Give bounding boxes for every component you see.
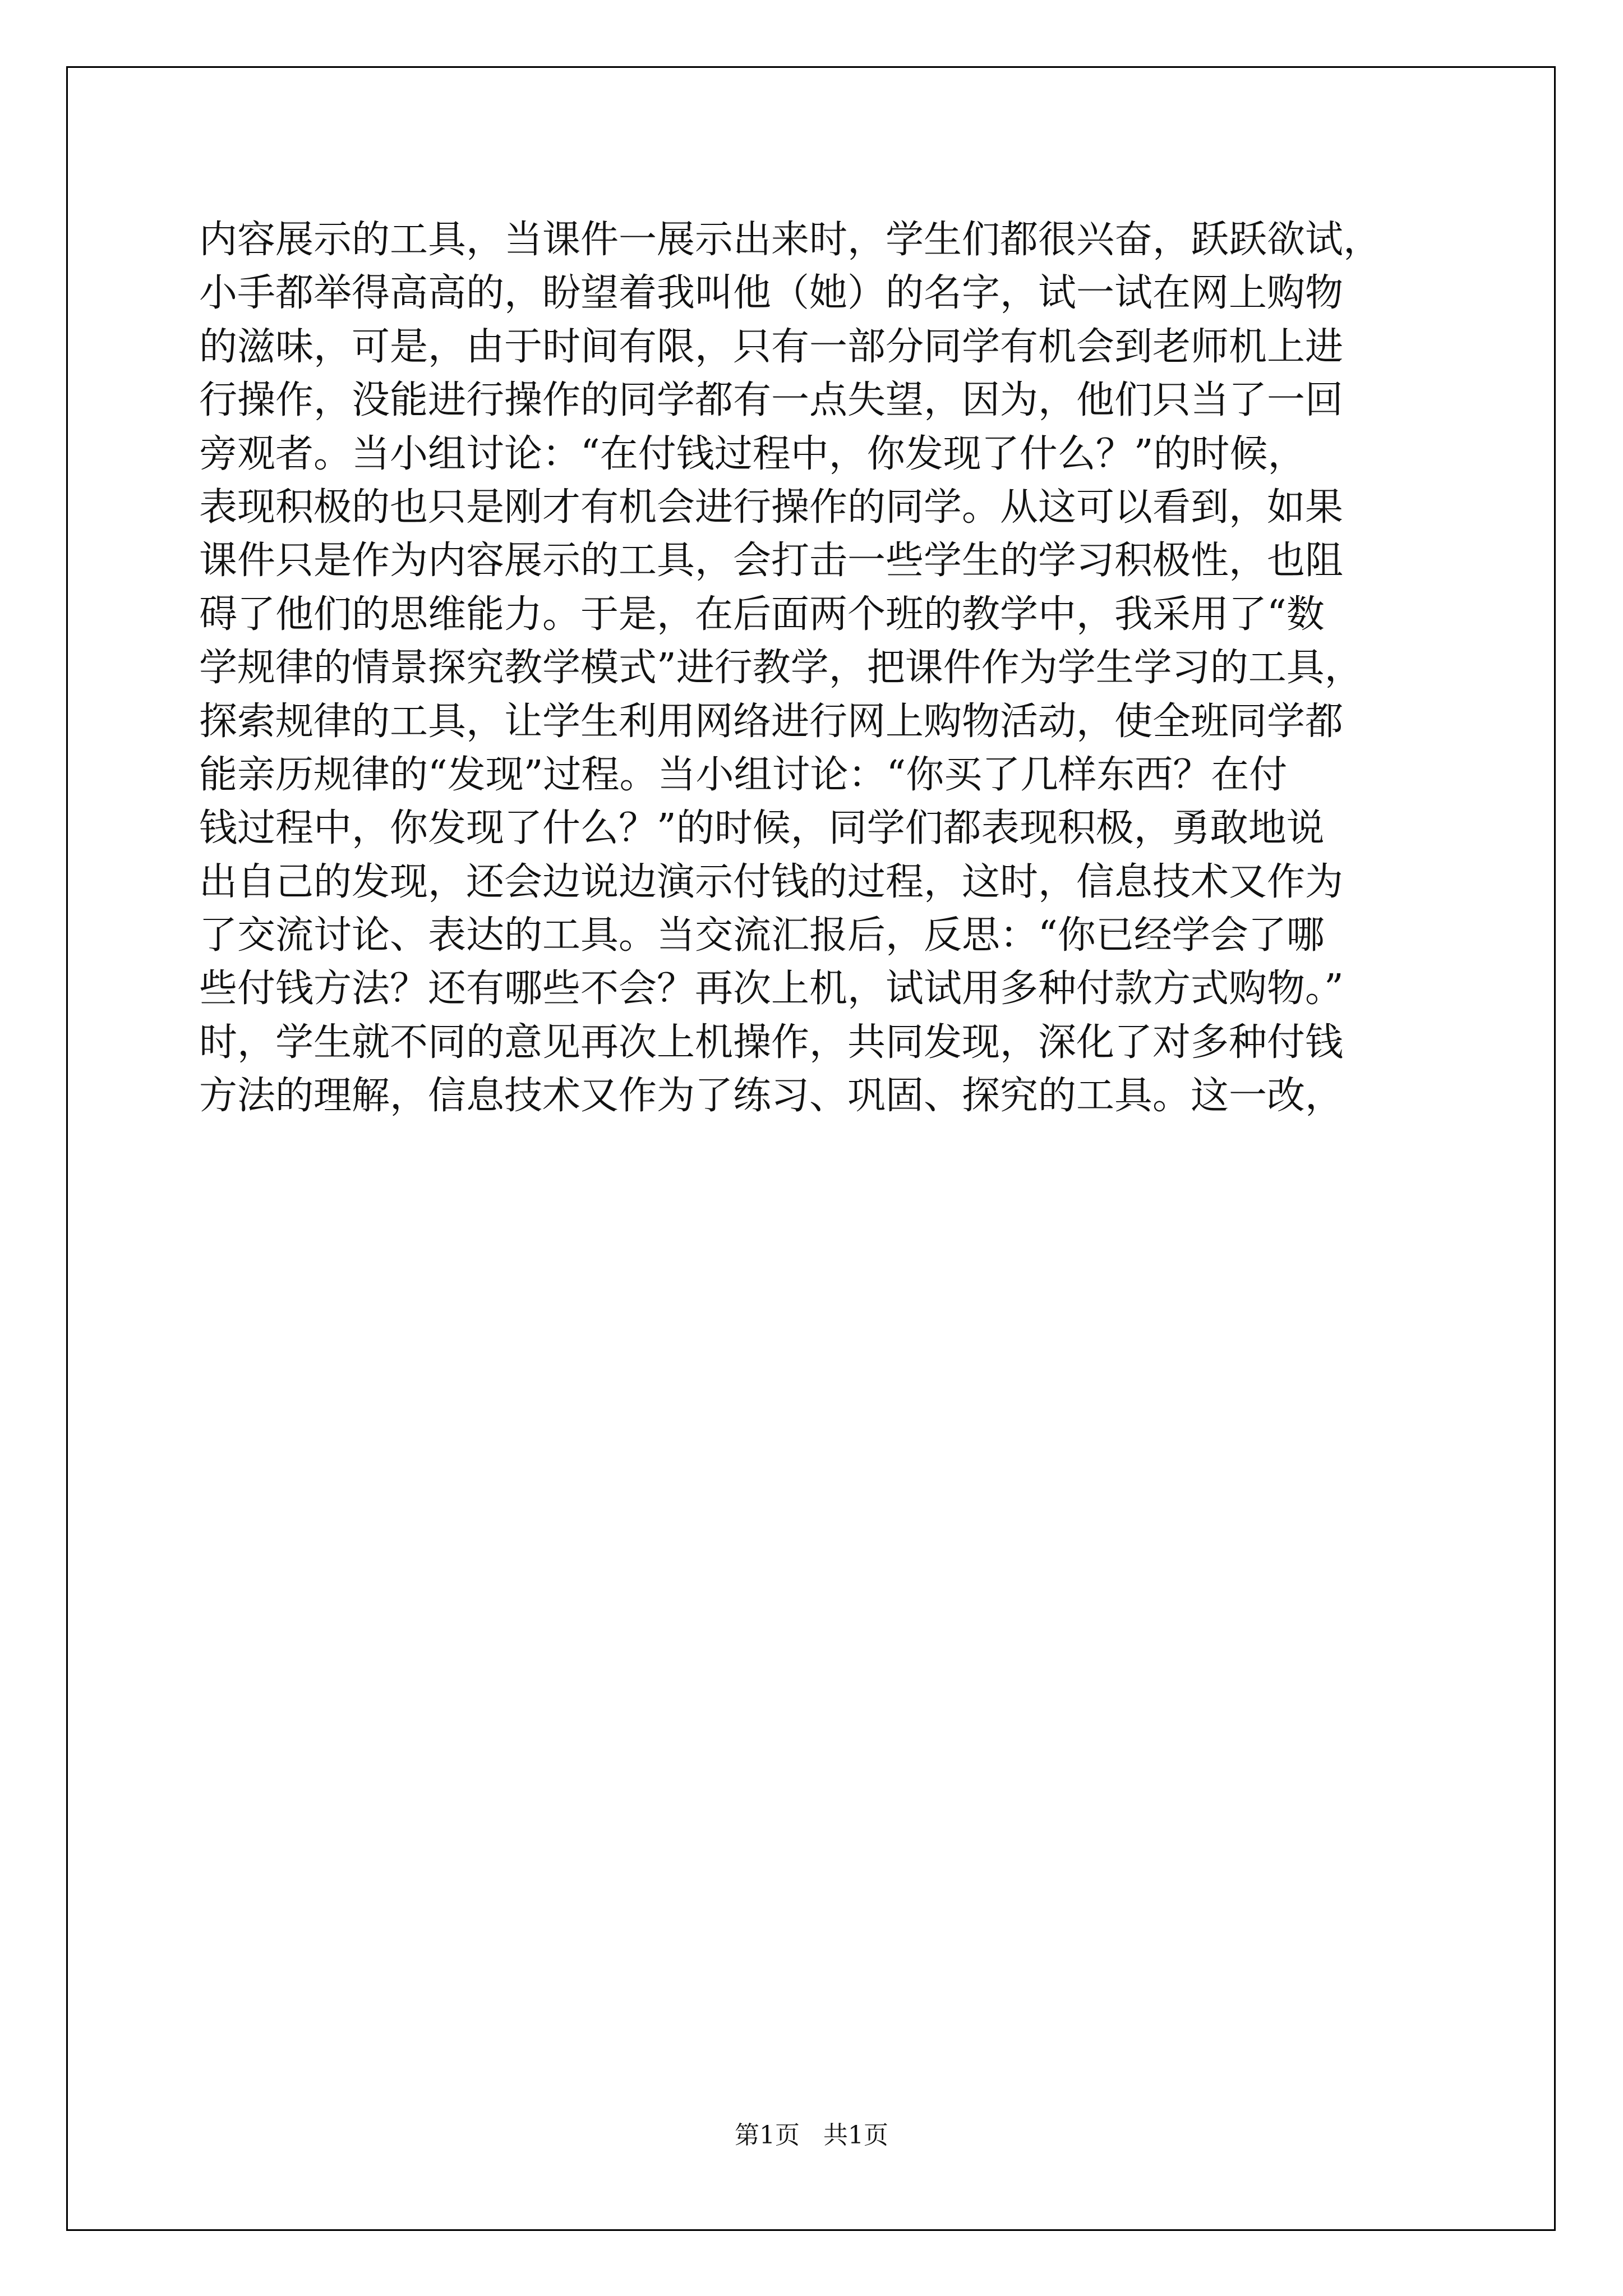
- text-line: 些付钱方法？还有哪些不会？再次上机，试试用多种付款方式购物。”: [199, 967, 1344, 1011]
- text-line: 旁观者。当小组讨论：“在付钱过程中，你发现了什么？”的时候，: [199, 431, 1306, 476]
- text-line: 碍了他们的思维能力。于是，在后面两个班的教学中，我采用了“数: [199, 592, 1325, 637]
- text-line: 方法的理解，信息技术又作为了练习、巩固、探究的工具。这一改，: [199, 1074, 1344, 1119]
- text-line: 能亲历规律的“发现”过程。当小组讨论：“你买了几样东西？在付: [199, 752, 1288, 797]
- document-body: [199, 213, 1433, 1123]
- text-line: 钱过程中，你发现了什么？”的时候，同学们都表现积极，勇敢地说: [199, 806, 1325, 851]
- text-line: 的滋味，可是，由于时间有限，只有一部分同学有机会到老师机上进: [199, 324, 1344, 369]
- text-line: 行操作，没能进行操作的同学都有一点失望，因为，他们只当了一回: [199, 378, 1344, 423]
- text-line: 时，学生就不同的意见再次上机操作，共同发现，深化了对多种付钱: [199, 1020, 1344, 1065]
- text-line: 小手都举得高高的，盼望着我叫他（她）的名字，试一试在网上购物: [199, 271, 1344, 316]
- page-footer: 第1页 共1页: [735, 2121, 888, 2150]
- text-line: 探索规律的工具，让学生利用网络进行网上购物活动，使全班同学都: [199, 699, 1344, 744]
- text-line: 出自己的发现，还会边说边演示付钱的过程，这时，信息技术又作为: [199, 859, 1344, 904]
- text-line: 学规律的情景探究教学模式”进行教学，把课件作为学生学习的工具，: [199, 646, 1363, 691]
- text-line: 了交流讨论、表达的工具。当交流汇报后，反思：“你已经学会了哪: [199, 913, 1325, 958]
- text-line: 课件只是作为内容展示的工具，会打击一些学生的学习积极性，也阻: [199, 539, 1344, 583]
- text-line: 内容展示的工具，当课件一展示出来时，学生们都很兴奋，跃跃欲试，: [199, 218, 1382, 262]
- text-line: 表现积极的也只是刚才有机会进行操作的同学。从这可以看到，如果: [199, 485, 1344, 530]
